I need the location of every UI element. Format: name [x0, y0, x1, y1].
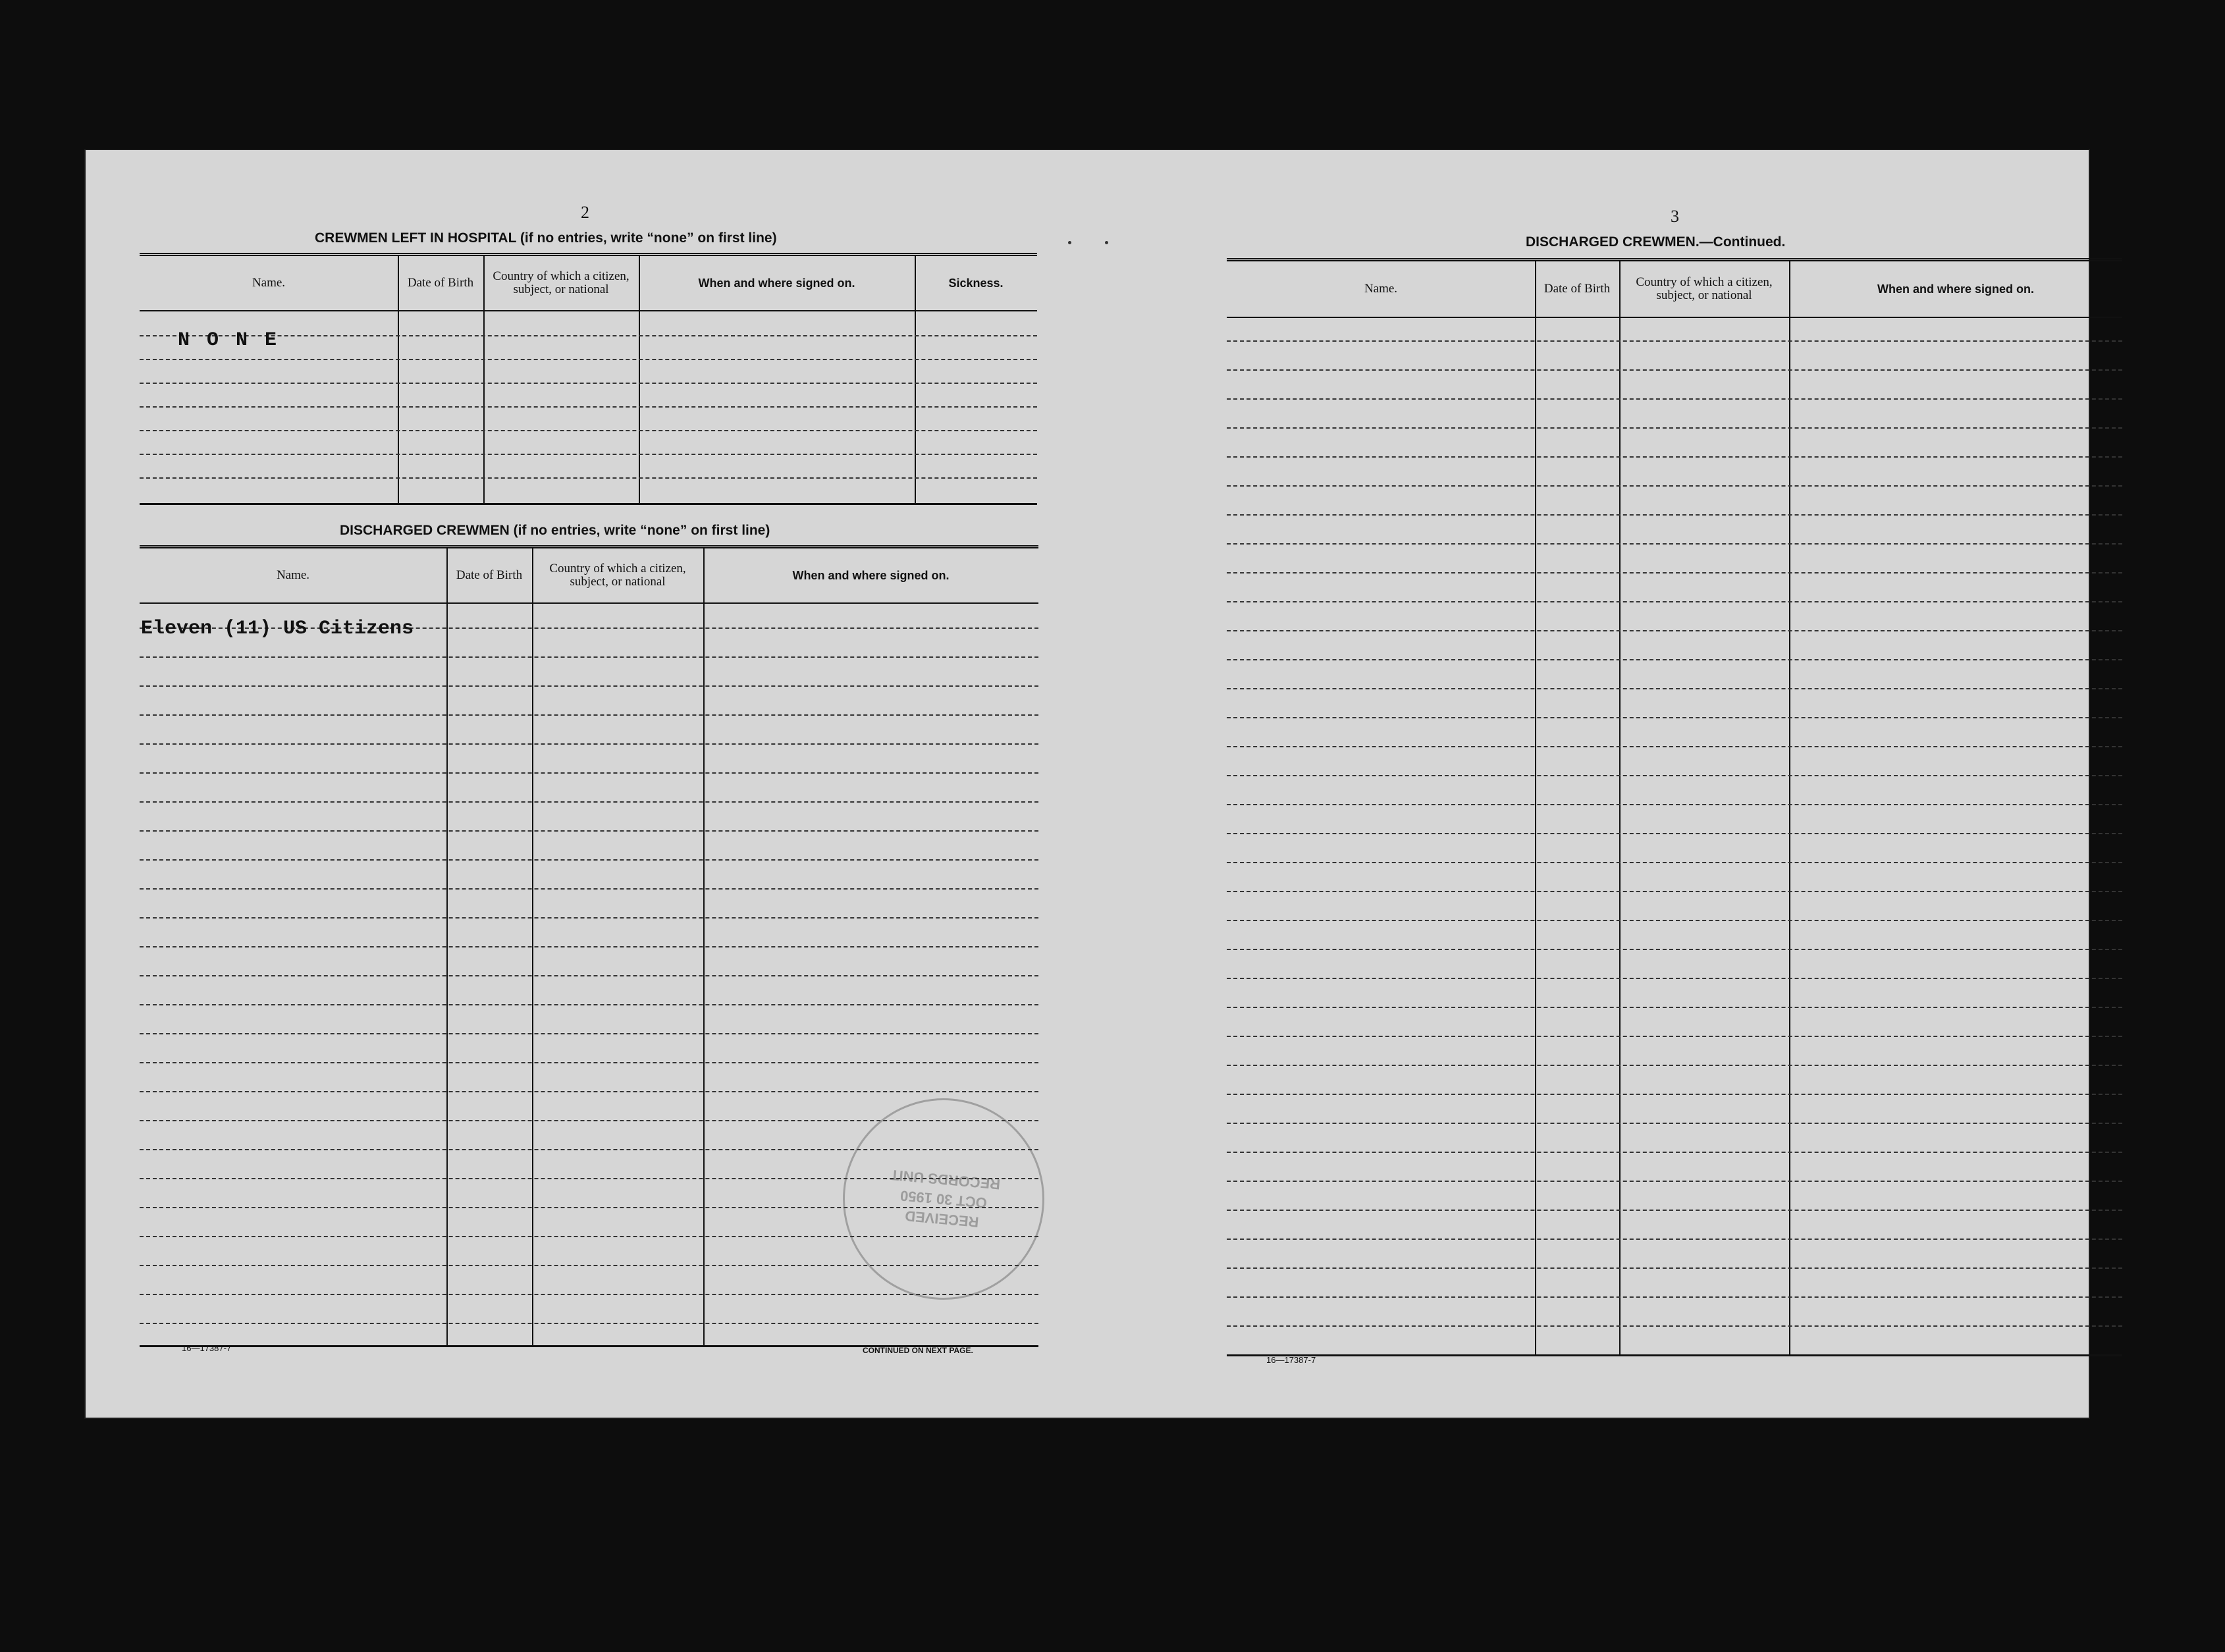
table-row — [1227, 1094, 2122, 1095]
table-row — [1227, 572, 2122, 573]
form-code: 16—17387-7 — [1266, 1355, 1316, 1365]
table-row — [140, 859, 1038, 861]
table-row — [1227, 456, 2122, 458]
discharged-section-title: DISCHARGED CREWMEN (if no entries, write “none” on first line) — [340, 523, 770, 538]
table-row — [1227, 543, 2122, 545]
stamp-line-2: OCT 30 1950 — [899, 1187, 988, 1212]
table-row — [1227, 340, 2122, 342]
column-header-country: Country of which a citizen, subject, or national — [549, 562, 686, 589]
table-row — [140, 430, 1037, 431]
table-row — [140, 1004, 1038, 1005]
table-row — [1227, 1181, 2122, 1182]
column-header-name: Name. — [276, 568, 310, 582]
table-row — [140, 359, 1037, 360]
table-row — [140, 946, 1038, 947]
right-page — [1087, 150, 2089, 1418]
table-row — [1227, 717, 2122, 718]
table-row — [1227, 775, 2122, 776]
table-row — [140, 772, 1038, 774]
column-header-signed-on: When and where signed on. — [792, 569, 950, 582]
column-header-country: Country of which a citizen, subject, or national — [493, 269, 630, 296]
table-row — [1227, 1210, 2122, 1211]
table-row — [1227, 891, 2122, 892]
table-row — [1227, 630, 2122, 631]
table-row — [140, 743, 1038, 745]
column-header-date-of-birth: Date of Birth — [407, 276, 474, 290]
table-row — [140, 801, 1038, 803]
column-header-signed-on: When and where signed on. — [698, 277, 855, 290]
table-row — [1227, 862, 2122, 863]
table-row — [1227, 398, 2122, 400]
table-row — [1227, 1239, 2122, 1240]
table-row — [140, 477, 1037, 479]
discharged-continued-table — [1227, 258, 2122, 1356]
table-row — [1227, 369, 2122, 371]
table-row — [1227, 1152, 2122, 1153]
table-row — [1227, 688, 2122, 689]
form-code: 16—17387-7 — [182, 1343, 232, 1353]
gutter-mark — [1068, 241, 1071, 244]
column-header-name: Name. — [252, 276, 286, 290]
table-row — [1227, 1007, 2122, 1008]
table-row — [1227, 833, 2122, 834]
table-row — [140, 406, 1037, 408]
continued-note: CONTINUED ON NEXT PAGE. — [863, 1346, 973, 1355]
hospital-section-title: CREWMEN LEFT IN HOSPITAL (if no entries, write “none” on first line) — [315, 230, 777, 246]
table-row — [1227, 659, 2122, 660]
table-row — [1227, 601, 2122, 602]
column-header-date-of-birth: Date of Birth — [456, 568, 523, 582]
table-row — [1227, 1325, 2122, 1327]
table-row — [1227, 949, 2122, 950]
table-row — [1227, 1123, 2122, 1124]
table-row — [1227, 804, 2122, 805]
hospital-table — [140, 253, 1037, 505]
column-header-sickness: Sickness. — [948, 277, 1004, 290]
table-row — [1227, 514, 2122, 516]
stamp-line-3: RECORDS UNIT — [890, 1166, 1002, 1193]
page-number: 2 — [581, 203, 589, 222]
column-header-signed-on: When and where signed on. — [1877, 282, 2035, 296]
discharged-entry: Eleven (11) US Citizens — [141, 618, 414, 640]
column-header-country: Country of which a citizen, subject, or national — [1636, 275, 1773, 302]
table-row — [1227, 1296, 2122, 1298]
table-row — [140, 1033, 1038, 1034]
table-row — [140, 975, 1038, 976]
table-row — [1227, 978, 2122, 979]
table-row — [140, 685, 1038, 687]
table-row — [1227, 1036, 2122, 1037]
hospital-entry-none: N O N E — [178, 329, 280, 352]
table-row — [1227, 427, 2122, 429]
table-row — [140, 454, 1037, 455]
column-header-name: Name. — [1364, 282, 1398, 296]
page-number: 3 — [1671, 207, 1679, 226]
discharged-continued-title: DISCHARGED CREWMEN.—Continued. — [1526, 234, 1786, 250]
table-row — [140, 888, 1038, 890]
table-row — [140, 1323, 1038, 1324]
table-row — [140, 656, 1038, 658]
table-row — [140, 917, 1038, 919]
table-row — [1227, 485, 2122, 487]
document-sheet — [86, 150, 2089, 1418]
column-header-date-of-birth: Date of Birth — [1543, 282, 1611, 296]
table-row — [140, 1294, 1038, 1295]
table-row — [140, 1091, 1038, 1092]
table-row — [1227, 920, 2122, 921]
table-row — [140, 1062, 1038, 1063]
left-page — [86, 150, 1087, 1418]
table-row — [140, 383, 1037, 384]
table-row — [1227, 1267, 2122, 1269]
table-row — [1227, 1065, 2122, 1066]
table-row — [1227, 746, 2122, 747]
table-row — [140, 830, 1038, 832]
table-row — [140, 714, 1038, 716]
stamp-line-1: RECEIVED — [904, 1208, 980, 1231]
